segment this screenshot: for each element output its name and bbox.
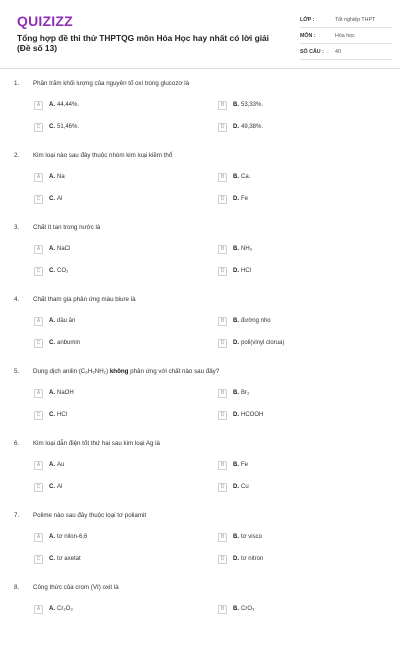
option-text: 53,33%. [241, 102, 264, 108]
question-text-post: phản ứng với chất nào sau đây? [128, 368, 220, 375]
option-checkbox[interactable]: A [34, 101, 43, 110]
question-text: Công thức của crom (VI) oxit là [33, 584, 119, 591]
option-a[interactable] [34, 459, 64, 471]
option-checkbox[interactable]: D [218, 123, 227, 132]
worksheet-header [0, 0, 400, 68]
option-checkbox[interactable]: C [34, 555, 43, 564]
option-c[interactable] [34, 337, 80, 349]
option-text: tơ visco [241, 534, 262, 540]
option-letter: B. [233, 174, 239, 180]
option-letter: B. [233, 534, 239, 540]
option-c[interactable] [34, 553, 81, 565]
option-checkbox[interactable]: B [218, 317, 227, 326]
option-letter: C. [49, 556, 55, 562]
option-letter: D. [233, 556, 239, 562]
option-text: Fe [241, 462, 249, 468]
option-text: Cr₂O₃ [57, 606, 73, 612]
option-d[interactable] [218, 265, 251, 277]
option-d[interactable] [218, 337, 284, 349]
question-text-emphasis: không [109, 368, 129, 375]
option-checkbox[interactable]: D [218, 195, 227, 204]
option-checkbox[interactable]: C [34, 339, 43, 348]
question-3 [0, 213, 400, 285]
question-text: Chất tham gia phản ứng màu biure là [33, 296, 136, 303]
option-d[interactable] [218, 121, 263, 133]
option-text: Cu [241, 484, 249, 490]
question-number: 6. [14, 440, 20, 447]
option-letter: A. [49, 390, 55, 396]
meta-subject-row [300, 28, 392, 44]
option-text: tơ axetat [57, 556, 81, 562]
option-text: HCl [57, 412, 67, 418]
question-number: 1. [14, 80, 20, 87]
option-letter: B. [233, 390, 239, 396]
option-c[interactable] [34, 481, 62, 493]
meta-subject-label: MÔN : [300, 32, 316, 39]
option-letter: C. [49, 412, 55, 418]
option-b[interactable] [218, 603, 254, 615]
option-a[interactable] [34, 387, 74, 399]
question-list [0, 69, 400, 645]
question-text: Chất ít tan trong nước là [33, 224, 101, 231]
option-letter: C. [49, 484, 55, 490]
option-checkbox[interactable]: D [218, 411, 227, 420]
option-b[interactable] [218, 171, 250, 183]
question-2 [0, 141, 400, 213]
option-letter: A. [49, 318, 55, 324]
option-b[interactable] [218, 315, 271, 327]
option-letter: A. [49, 102, 55, 108]
option-a[interactable] [34, 243, 70, 255]
question-number: 4. [14, 296, 20, 303]
question-text: Kim loại nào sau đây thuộc nhóm kim loại kiềm thổ [33, 152, 173, 159]
option-a[interactable] [34, 315, 75, 327]
option-text: HCOOH [241, 412, 264, 418]
option-text: 51,46%. [57, 124, 80, 130]
option-letter: A. [49, 606, 55, 612]
option-text: NaCl [57, 246, 71, 252]
option-letter: A. [49, 534, 55, 540]
option-checkbox[interactable]: D [218, 339, 227, 348]
option-text: HCl [241, 268, 251, 274]
meta-count-label: SỐ CÂU : [300, 48, 324, 55]
option-checkbox[interactable]: C [34, 483, 43, 492]
option-text: anbumin [57, 340, 81, 346]
option-checkbox[interactable]: B [218, 173, 227, 182]
option-checkbox[interactable]: A [34, 173, 43, 182]
document-title: Tổng hợp đề thi thử THPTQG môn Hóa Học hay nhất có lời giải (Đề số 13) [17, 33, 270, 53]
option-checkbox[interactable]: B [218, 461, 227, 470]
option-text: NaOH [57, 390, 74, 396]
option-d[interactable] [218, 553, 263, 565]
option-letter: C. [49, 268, 55, 274]
question-number: 8. [14, 584, 20, 591]
meta-info [300, 12, 392, 60]
option-a[interactable] [34, 603, 73, 615]
question-number: 5. [14, 368, 20, 375]
option-letter: B. [233, 462, 239, 468]
option-checkbox[interactable]: A [34, 317, 43, 326]
question-8 [0, 573, 400, 645]
meta-subject-value: Hóa học [335, 32, 355, 39]
meta-count-row [300, 44, 392, 60]
option-letter: D. [233, 124, 239, 130]
option-checkbox[interactable]: A [34, 605, 43, 614]
option-text: Al [57, 484, 63, 490]
option-checkbox[interactable]: A [34, 461, 43, 470]
option-checkbox[interactable]: A [34, 389, 43, 398]
question-number: 2. [14, 152, 20, 159]
option-a[interactable] [34, 531, 87, 543]
option-b[interactable] [218, 459, 248, 471]
option-checkbox[interactable]: D [218, 483, 227, 492]
option-c[interactable] [34, 265, 68, 277]
option-text: Br₂ [241, 390, 250, 396]
option-letter: D. [233, 412, 239, 418]
option-text: 49,38%. [241, 124, 264, 130]
question-text [33, 368, 380, 375]
option-text: đường nho [241, 318, 271, 324]
option-d[interactable] [218, 193, 248, 205]
option-text: CrO₃ [241, 606, 255, 612]
question-6 [0, 429, 400, 501]
question-7 [0, 501, 400, 573]
option-letter: D. [233, 268, 239, 274]
option-text: Au [57, 462, 65, 468]
option-letter: D. [233, 484, 239, 490]
option-text: Al [57, 196, 63, 202]
option-text: poli(vinyl clorua) [241, 340, 285, 346]
option-b[interactable] [218, 99, 263, 111]
option-text: dầu ăn [57, 318, 76, 324]
meta-class-row [300, 12, 392, 28]
question-text: Kim loại dẫn điện tốt thứ hai sau kim loại Ag là [33, 440, 160, 447]
option-letter: A. [49, 174, 55, 180]
option-letter: B. [233, 246, 239, 252]
question-number: 7. [14, 512, 20, 519]
option-text: tơ nilon-6,6 [57, 534, 88, 540]
meta-class-value: Tốt nghiệp THPT [335, 16, 376, 23]
option-text: Fe [241, 196, 249, 202]
question-1 [0, 69, 400, 141]
option-checkbox[interactable]: C [34, 123, 43, 132]
option-letter: C. [49, 196, 55, 202]
question-4 [0, 285, 400, 357]
question-text-pre: Dung dịch anilin (C₆H₅NH₂) [33, 368, 110, 375]
option-letter: B. [233, 606, 239, 612]
question-text: Phần trăm khối lượng của nguyên tố oxi trong glucozơ là [33, 80, 190, 87]
question-number: 3. [14, 224, 20, 231]
option-checkbox[interactable]: D [218, 267, 227, 276]
option-text: tơ nitron [241, 556, 264, 562]
option-checkbox[interactable]: B [218, 101, 227, 110]
option-b[interactable] [218, 243, 252, 255]
option-checkbox[interactable]: C [34, 267, 43, 276]
option-letter: D. [233, 196, 239, 202]
option-checkbox[interactable]: B [218, 389, 227, 398]
option-b[interactable] [218, 387, 249, 399]
option-text: CO₂ [57, 268, 69, 274]
option-d[interactable] [218, 409, 263, 421]
option-checkbox[interactable]: B [218, 245, 227, 254]
option-letter: B. [233, 102, 239, 108]
option-c[interactable] [34, 409, 67, 421]
option-text: Na [57, 174, 65, 180]
option-checkbox[interactable]: B [218, 533, 227, 542]
option-text: Ca. [241, 174, 251, 180]
option-letter: A. [49, 246, 55, 252]
option-d[interactable] [218, 481, 249, 493]
option-checkbox[interactable]: C [34, 411, 43, 420]
option-letter: B. [233, 318, 239, 324]
option-letter: D. [233, 340, 239, 346]
option-checkbox[interactable]: B [218, 605, 227, 614]
option-a[interactable] [34, 99, 79, 111]
option-checkbox[interactable]: A [34, 533, 43, 542]
question-text: Polime nào sau đây thuộc loại tơ poliamit [33, 512, 147, 519]
option-b[interactable] [218, 531, 262, 543]
option-text: NH₃ [241, 246, 253, 252]
option-text: 44,44%. [57, 102, 80, 108]
meta-count-value: 40 [335, 48, 341, 55]
option-letter: C. [49, 124, 55, 130]
option-a[interactable] [34, 171, 65, 183]
option-letter: C. [49, 340, 55, 346]
question-5 [0, 357, 400, 429]
option-c[interactable] [34, 193, 62, 205]
option-checkbox[interactable]: C [34, 195, 43, 204]
quizizz-logo: QUIZIZZ [17, 13, 73, 29]
option-letter: A. [49, 462, 55, 468]
option-checkbox[interactable]: A [34, 245, 43, 254]
option-c[interactable] [34, 121, 79, 133]
option-checkbox[interactable]: D [218, 555, 227, 564]
meta-class-label: LỚP : [300, 16, 315, 23]
